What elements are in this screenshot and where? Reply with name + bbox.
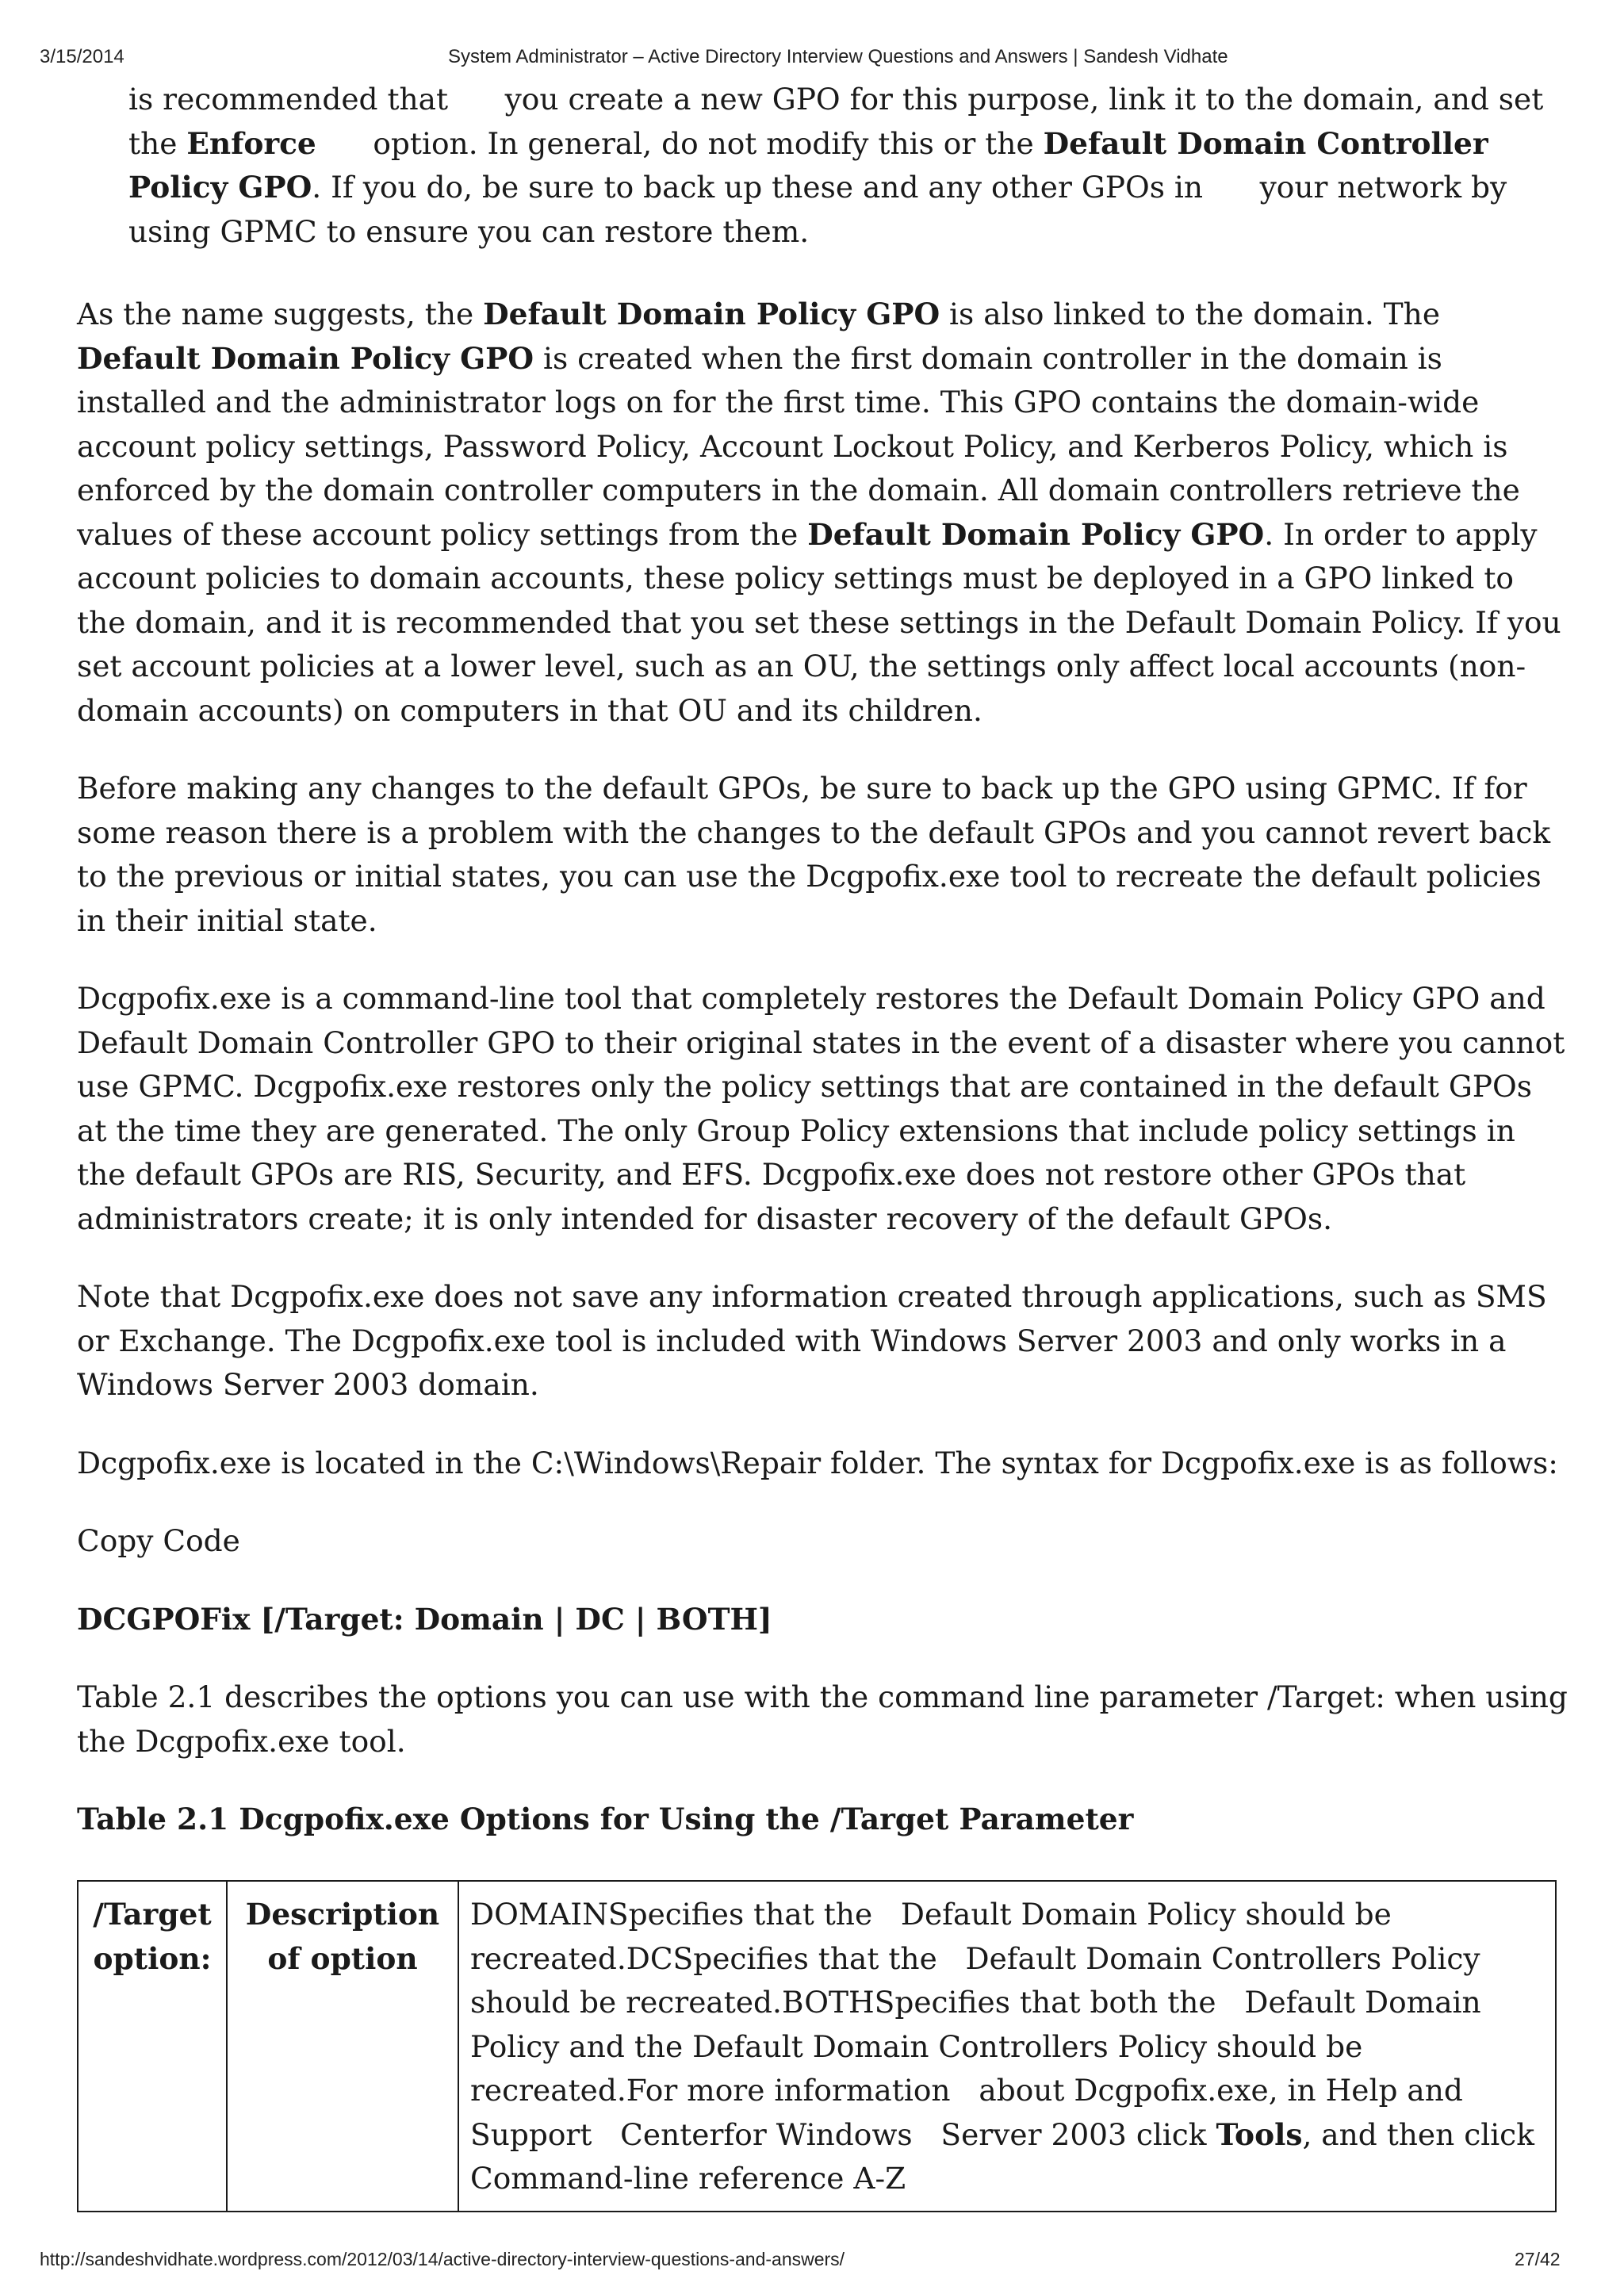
table-header-description: Description of option [227, 1881, 458, 2212]
table-title: Table 2.1 Dcgpofix.exe Options for Using the /Target Parameter [77, 1802, 1134, 1836]
paragraph-before-changes: Before making any changes to the default GPOs, be sure to back up the GPO using GPMC. If for some reason there is a problem with the changes to the default GPOs and you cannot revert back to the previous or initial states, you can use the Dcgpofix.exe tool to recreate the default policies in their initial state. [77, 771, 1551, 938]
indented-paragraph [128, 78, 1556, 254]
table-header-target-option: /Target option: [78, 1881, 227, 2212]
indented-text: is recommended that you create a new GPO for this purpose, link it to the domain, and set the Enforce option. In general, do not modify this or the Default Domain Controller Policy GPO. If you do, be sure to back up these and any other GPOs in your network by using GPMC to ensure you can restore them. [128, 82, 1553, 249]
copy-code-label: Copy Code [77, 1523, 240, 1558]
paragraph-table-description: Table 2.1 describes the options you can use with the command line parameter /Target: when using the Dcgpofix.exe tool. [77, 1679, 1568, 1759]
paragraph-note: Note that Dcgpofix.exe does not save any information created through applications, such as SMS or Exchange. The Dcgpofix.exe tool is included with Windows Server 2003 and only works in a Windows Server 2003 domain. [77, 1279, 1547, 1402]
options-table [77, 1880, 1557, 2212]
command-syntax: DCGPOFix [/Target: Domain | DC | BOTH] [77, 1601, 772, 1637]
footer-page-number: 27/42 [1515, 2249, 1561, 2269]
paragraph-default-domain-policy: As the name suggests, the Default Domain Policy GPO is also linked to the domain. The Default Domain Policy GPO is created when the first domain controller in the domain is installed and the administrator logs on for the first time. This GPO contains the domain-wide account policy settings, Password Policy, Account Lockout Policy, and Kerberos Policy, which is enforced by the domain controller computers in the domain. All domain controllers retrieve the values of these account policy settings from the Default Domain Policy GPO. In order to apply account policies to domain accounts, these policy settings must be deployed in a GPO linked to the domain, and it is recommended that you set these settings in the Default Domain Policy. If you set account policies at a lower level, such as an OU, the settings only affect local accounts (non-domain accounts) on computers in that OU and its children. [77, 297, 1561, 728]
footer-url: http://sandeshvidhate.wordpress.com/2012/03/14/active-directory-interview-questions-and-answers/ [40, 2249, 845, 2269]
table-cell-options: DOMAINSpecifies that the Default Domain Policy should be recreated.DCSpecifies that the Default Domain Controllers Policy should be recreated.BOTHSpecifies that both the Default Domain Policy and the Default Domain Controllers Policy should be recreated.For more information about Dcgpofix.exe, in Help and Support Centerfor Windows Server 2003 click Tools, and then click Command-line reference A-Z [458, 1881, 1556, 2212]
table-row [78, 1881, 1556, 2212]
header-title: System Administrator – Active Directory Interview Questions and Answers | Sandesh Vidhate [448, 46, 1228, 67]
paragraph-location: Dcgpofix.exe is located in the C:\Windows\Repair folder. The syntax for Dcgpofix.exe is as follows: [77, 1445, 1558, 1480]
paragraph-dcgpofix-tool: Dcgpofix.exe is a command-line tool that completely restores the Default Domain Policy GPO and Default Domain Controller GPO to their original states in the event of a disaster where you cannot use GPMC. Dcgpofix.exe restores only the policy settings that are contained in the default GPOs at the time they are generated. The only Group Policy extensions that include policy settings in the default GPOs are RIS, Security, and EFS. Dcgpofix.exe does not restore other GPOs that administrators create; it is only intended for disaster recovery of the default GPOs. [77, 981, 1565, 1236]
header-date: 3/15/2014 [40, 46, 124, 67]
body-text [77, 293, 1568, 1876]
